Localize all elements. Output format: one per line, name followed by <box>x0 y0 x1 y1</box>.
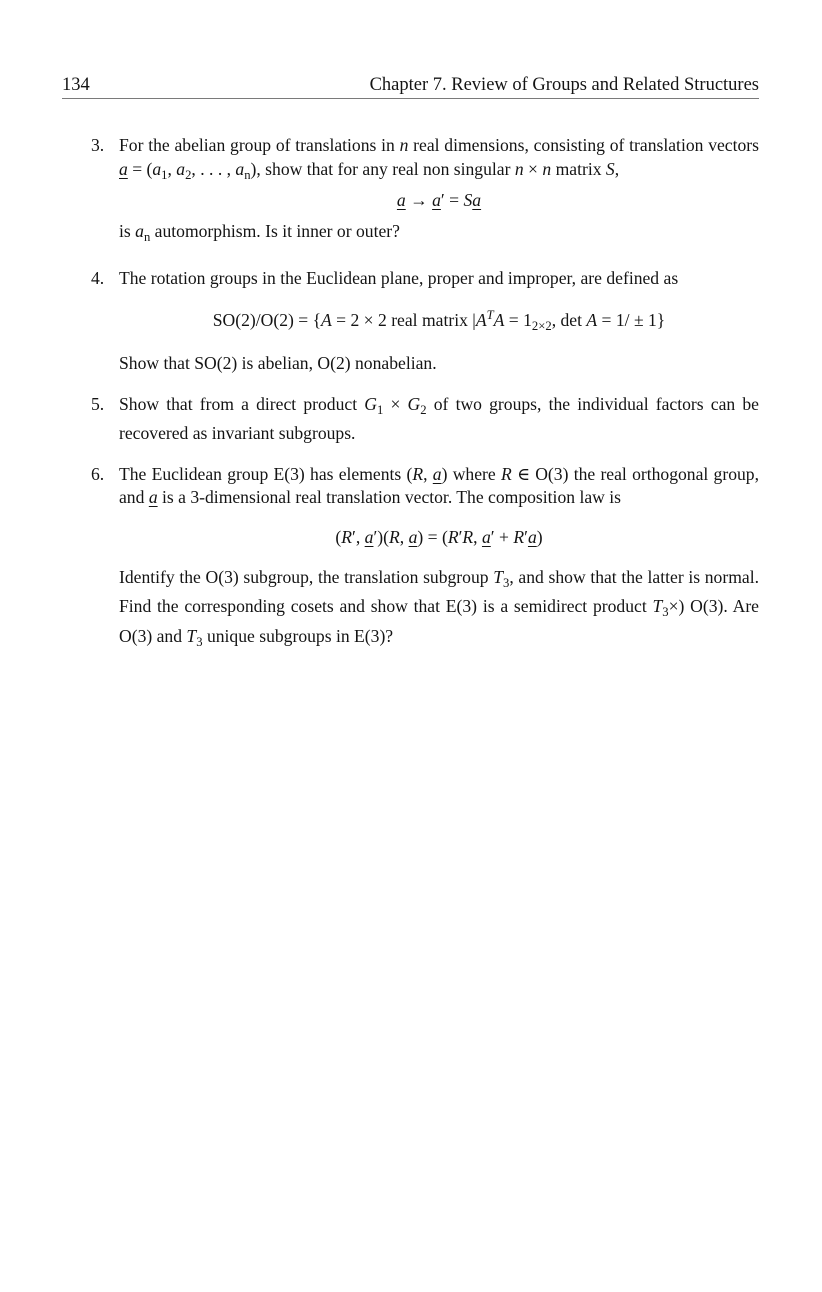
exercise-4 <box>91 267 759 376</box>
exercise-text: The Euclidean group E(3) has elements (R, a) where R ∈ O(3) the real orthogonal group, and a is a 3-dimensional real translation vector. The composition law is <box>119 463 759 508</box>
exercise-number: 5. <box>91 393 105 414</box>
exercise-text: Identify the O(3) subgroup, the translation subgroup $T_3$, and show that the latter is normal. Find the corresponding cosets and show that E(3) is a semidirect product $T_3\times$) O(3). Are O(3) and $T_3$ unique subgroups in E(3)? <box>119 567 759 649</box>
exercise-text: is $a_n$ automorphism. Is it inner or outer? <box>119 221 400 245</box>
exercise-number: 3. <box>91 135 105 155</box>
exercise-text: Show that SO(2) is abelian, O(2) nonabelian. <box>119 353 437 374</box>
exercise-5 <box>91 393 759 446</box>
exercise-text: For the abelian group of translations in n real dimensions, consisting of translation vectors $a = (a_1$, $a_2$, . . . , $a_n$), show that for any real non singular n × n matrix S, <box>119 135 760 182</box>
exercise-number: 4. <box>91 267 105 288</box>
exercise-6 <box>91 463 759 654</box>
display-equation: a → a′ = Sa <box>396 189 482 210</box>
display-equation: (R′, a′)(R, a) = (R′R, a′ + R′a) <box>335 526 543 547</box>
exercise-list <box>91 134 759 671</box>
exercise-number: 6. <box>91 463 105 484</box>
exercise-text: The rotation groups in the Euclidean plane, proper and improper, are defined as <box>119 267 679 288</box>
chapter-title: Chapter 7. Review of Groups and Related Structures <box>369 75 759 95</box>
header-rule <box>62 98 759 99</box>
exercise-text: Show that from a direct product $G_1 \times G_2$ of two groups, the individual factors can be recovered as invariant subgroups. <box>119 393 759 444</box>
display-equation: SO(2)/O(2) = {A = 2 × 2 real matrix $|A^TA = 1_{2\times 2}$, det A = 1/ ± 1} <box>212 308 666 333</box>
exercise-3 <box>91 134 759 250</box>
page-number: 134 <box>62 75 90 95</box>
